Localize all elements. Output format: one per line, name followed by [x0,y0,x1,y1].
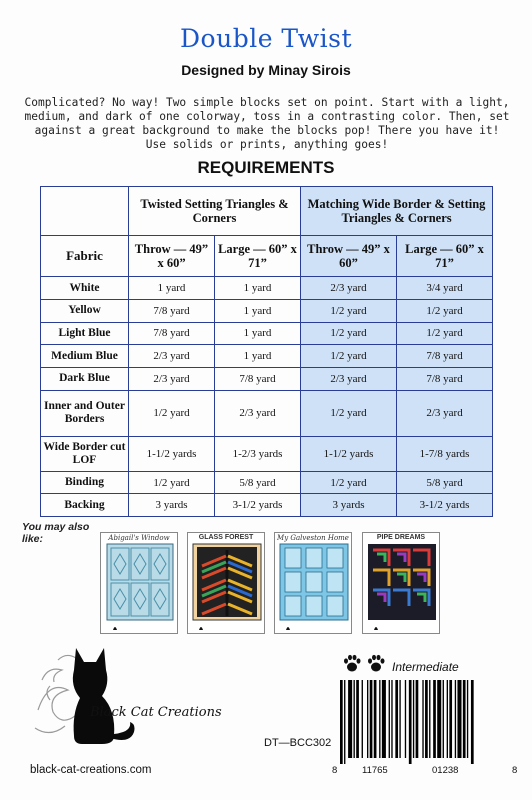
barcode-bar [457,680,461,758]
yardage-cell: 1/2 yard [129,471,215,494]
pipe-dreams-quilt-image [363,542,440,634]
yardage-cell: 2/3 yard [301,277,397,300]
barcode-bar [389,680,390,758]
yardage-cell: 1 yard [129,277,215,300]
requirements-table [40,186,493,517]
barcode-bar [348,680,352,758]
yardage-cell: 3 yards [301,494,397,517]
group-header-twisted: Twisted Setting Triangles & Corners [129,187,301,236]
barcode-bar [471,680,474,764]
barcode-bar [391,680,392,758]
barcode-bar [344,680,345,764]
fabric-name: Dark Blue [41,367,129,390]
black-cat-logo-icon [30,640,230,750]
yardage-cell: 7/8 yard [397,367,493,390]
fabric-name: Light Blue [41,322,129,345]
barcode-bar [374,680,377,758]
product-sku: DT—BCC302 [264,737,332,749]
also-like-label: You may also like: [22,521,90,545]
yardage-cell: 1 yard [215,300,301,323]
yardage-cell: 7/8 yard [129,322,215,345]
yardage-cell: 1/2 yard [301,322,397,345]
table-row [41,494,493,517]
barcode-bar [399,680,400,758]
yardage-cell: 7/8 yard [397,345,493,368]
skill-paws [342,654,388,679]
fabric-name: Wide Border cut LOF [41,436,129,471]
barcode-bar [382,680,386,758]
size-header-throw: Throw — 49” x 60” [129,236,215,277]
yardage-cell: 1-7/8 yards [397,436,493,471]
yardage-cell: 3/4 yard [397,277,493,300]
fabric-column-header: Fabric [41,236,129,277]
barcode-bar [422,680,423,758]
size-header-large: Large — 60” x 71” [215,236,301,277]
barcode-bar [463,680,466,758]
thumbnail-title: My Galveston Home [277,534,349,542]
brand-name: Black Cat Creations [90,705,222,720]
yardage-cell: 1/2 yard [129,390,215,436]
designer-credit: Designed by Minay Sirois [181,62,351,78]
yardage-cell: 2/3 yard [215,390,301,436]
barcode-bar [395,680,398,758]
group-header-matching: Matching Wide Border & Setting Triangles & Corners [301,187,493,236]
thumbnail-title: GLASS FOREST [198,534,254,541]
barcode-bar [367,680,368,758]
barcode-bar [443,680,444,758]
yardage-cell: 2/3 yard [301,367,397,390]
barcode [330,680,520,780]
barcode-digit-group: 8 [332,765,338,776]
yardage-cell: 2/3 yard [397,390,493,436]
size-header-throw: Throw — 49” x 60” [301,236,397,277]
thumbnail-title: Abigail's Window [108,534,170,542]
barcode-bar [449,680,452,758]
table-row [41,390,493,436]
table-row [41,322,493,345]
thumbnail-title: PIPE DREAMS [376,534,426,541]
table-row [41,367,493,390]
barcode-bar [433,680,436,758]
paw-print-icon [342,654,388,674]
barcode-bar [467,680,468,758]
pattern-thumbnail-glass-forest[interactable] [187,532,265,634]
intro-paragraph: Complicated? No way! Two simple blocks set on point. Start with a light, medium, and dark of one colorway, toss in a contrasting color. Then, set against a great background to make the blocks pop! There you have it! Use solids or prints, anything goes! [24,96,510,151]
barcode-bar [437,680,441,758]
pattern-thumbnail-pipe-dreams[interactable] [362,532,440,634]
table-row [41,436,493,471]
fabric-name: Backing [41,494,129,517]
table-row [41,277,493,300]
website-link[interactable]: black-cat-creations.com [30,764,152,776]
barcode-bar [356,680,359,758]
glass-forest-quilt-image [188,542,265,634]
barcode-bar [354,680,355,758]
barcode-bar [416,680,419,758]
fabric-name: Medium Blue [41,345,129,368]
table-row [41,345,493,368]
yardage-cell: 1-1/2 yards [129,436,215,471]
skill-level: Intermediate [392,660,459,674]
fabric-name: Binding [41,471,129,494]
yardage-cell: 3 yards [129,494,215,517]
my-galveston-home-quilt-image [275,542,352,634]
table-row [41,300,493,323]
barcode-bar [447,680,448,758]
yardage-cell: 1/2 yard [397,322,493,345]
barcode-bar [340,680,343,764]
size-header-large: Large — 60” x 71” [397,236,493,277]
pattern-thumbnail-abigails-window[interactable] [100,532,178,634]
table-corner-cell [41,187,129,236]
fabric-name: Yellow [41,300,129,323]
yardage-cell: 1 yard [215,345,301,368]
barcode-bar [429,680,430,758]
pattern-thumbnail-my-galveston-home[interactable] [274,532,352,634]
barcode-bars [330,680,520,764]
yardage-cell: 1 yard [215,277,301,300]
barcode-bar [425,680,428,758]
barcode-bar [370,680,373,758]
yardage-cell: 3-1/2 yards [397,494,493,517]
barcode-digit-group: 8 [512,765,518,776]
yardage-cell: 1/2 yard [301,345,397,368]
yardage-cell: 1/2 yard [301,300,397,323]
barcode-bar [413,680,414,758]
table-row [41,471,493,494]
barcode-bar [362,680,363,758]
yardage-cell: 1/2 yard [301,390,397,436]
barcode-bar [405,680,406,758]
pattern-title: Double Twist [180,24,352,53]
barcode-bar [409,680,412,764]
yardage-cell: 1/2 yard [397,300,493,323]
yardage-cell: 7/8 yard [129,300,215,323]
barcode-bar [379,680,380,758]
requirements-heading: REQUIREMENTS [197,158,335,177]
yardage-cell: 2/3 yard [129,345,215,368]
yardage-cell: 1-2/3 yards [215,436,301,471]
abigails-window-quilt-image [101,542,178,634]
black-cat-logo [30,640,230,750]
yardage-cell: 7/8 yard [215,367,301,390]
yardage-cell: 1-1/2 yards [301,436,397,471]
barcode-digit-group: 11765 [362,765,388,776]
fabric-name: Inner and Outer Borders [41,390,129,436]
yardage-cell: 5/8 yard [397,471,493,494]
yardage-cell: 1 yard [215,322,301,345]
yardage-cell: 2/3 yard [129,367,215,390]
fabric-name: White [41,277,129,300]
barcode-bar [455,680,456,758]
yardage-cell: 5/8 yard [215,471,301,494]
yardage-cell: 3-1/2 yards [215,494,301,517]
yardage-cell: 1/2 yard [301,471,397,494]
barcode-digit-group: 01238 [432,765,459,776]
